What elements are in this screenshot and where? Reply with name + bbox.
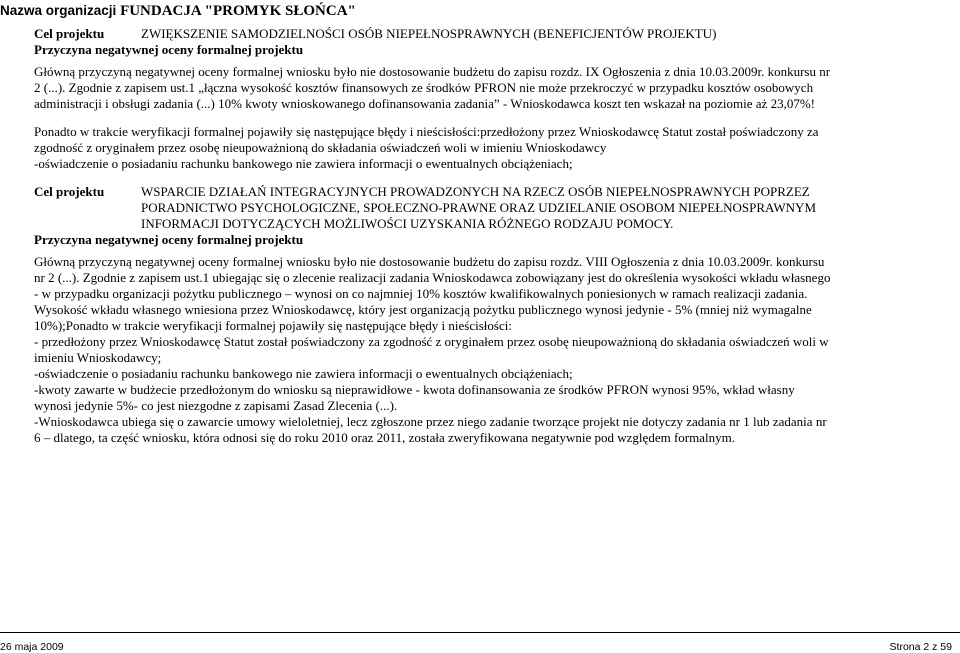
page-footer	[0, 632, 960, 653]
project2-error-item: - przedłożony przez Wnioskodawcę Statut został poświadczony za zgodność z oryginałem przez osobę nieupoważnioną do składania oświadczeń woli w imieniu Wnioskodawcy;	[34, 334, 829, 365]
project1-reason-label: Przyczyna negatywnej oceny formalnej projektu	[34, 42, 304, 57]
org-name: FUNDACJA "PROMYK SŁOŃCA"	[120, 3, 356, 19]
project2-goal-row	[34, 184, 834, 232]
project1-reason-paragraph: Główną przyczyną negatywnej oceny formalnej wniosku było nie dostosowanie budżetu do zapisu rozdz. IX Ogłoszenia z dnia 10.03.2009r. konkursu nr 2 (...). Zgodnie z zapisem ust.1 „łączna wysokość kosztów finansowych ze środków PFRON nie może przekroczyć w przypadku kosztów osobowych administracji i obsługi zadania (...) 10% kwoty wnioskowanego dofinansowania zadania” - Wnioskodawca koszt ten wskazał na poziomie aż 23,07%!	[34, 64, 831, 111]
project1-bank-statement-error: -oświadczenie o posiadaniu rachunku bankowego nie zawiera informacji o ewentualnych obciążeniach;	[34, 156, 573, 171]
organization-header	[0, 3, 960, 19]
project2-goal-text: WSPARCIE DZIAŁAŃ INTEGRACYJNYCH PROWADZONYCH NA RZECZ OSÓB NIEPEŁNOSPRAWNYCH POPRZEZ PORADNICTWO PSYCHOLOGICZNE, SPOŁECZNO-PRAWNE ORAZ UDZIELANIE OSOBOM NIEPEŁNOSPRAWNYM INFORMACJI DOTYCZĄCYCH MOŻLIWOŚCI UZYSKANIA RÓŻNEGO RODZAJU POMOCY.	[141, 184, 816, 231]
project2-reason-label: Przyczyna negatywnej oceny formalnej projektu	[34, 232, 304, 247]
project1-additional-errors: Ponadto w trakcie weryfikacji formalnej pojawiły się następujące błędy i nieścisłości:przedłożony przez Wnioskodawcę Statut został poświadczony za zgodność z oryginałem przez osobę nieupoważnioną do składania oświadczeń woli w imieniu Wnioskodawcy	[34, 124, 819, 155]
project2-error-item: -oświadczenie o posiadaniu rachunku bankowego nie zawiera informacji o ewentualnych obciążeniach;	[34, 366, 573, 381]
project2-error-item: -kwoty zawarte w budżecie przedłożonym do wniosku są nieprawidłowe - kwota dofinansowania ze środków PFRON wynosi 95%, wkład własny wynosi jedynie 5%- co jest niezgodne z zapisami Zasad Zlecenia (...).	[34, 382, 795, 413]
footer-page-number: Strona 2 z 59	[889, 641, 952, 653]
project2-goal-label: Cel projektu	[34, 184, 105, 199]
project1-goal-text: ZWIĘKSZENIE SAMODZIELNOŚCI OSÓB NIEPEŁNOSPRAWNYCH (BENEFICJENTÓW PROJEKTU)	[141, 26, 717, 41]
document-body	[34, 26, 834, 446]
project1-goal-row	[34, 26, 834, 42]
footer-date: 26 maja 2009	[0, 641, 64, 653]
project1-goal-label: Cel projektu	[34, 26, 105, 41]
org-label: Nazwa organizacji	[0, 3, 117, 18]
project2-error-item: -Wnioskodawca ubiega się o zawarcie umowy wieloletniej, lecz zgłoszone przez niego zadanie tworzące projekt nie dotyczy zadania nr 1 lub zadania nr 6 – dlatego, ta część wniosku, która odnosi się do roku 2010 oraz 2011, została zweryfikowana negatywnie pod względem formalnym.	[34, 414, 827, 445]
project2-reason-paragraph: Główną przyczyną negatywnej oceny formalnej wniosku było nie dostosowanie budżetu do zapisu rozdz. VIII Ogłoszenia z dnia 10.03.2009r. konkursu nr 2 (...). Zgodnie z zapisem ust.1 ubiegając się o zlecenie realizacji zadania Wnioskodawca zobowiązany jest do określenia wysokości wkładu własnego - w przypadku organizacji pożytku publicznego – wynosi on co najmniej 10% kosztów kwalifikowalnych poniesionych w ramach realizacji zadania. Wysokość wkładu własnego wniesiona przez Wnioskodawcę, który jest organizacją pożytku publicznego wynosi jedynie - 5% (mniej niż wymagalne 10%);Ponadto w trakcie weryfikacji formalnej pojawiły się następujące błędy i nieścisłości:	[34, 254, 831, 333]
